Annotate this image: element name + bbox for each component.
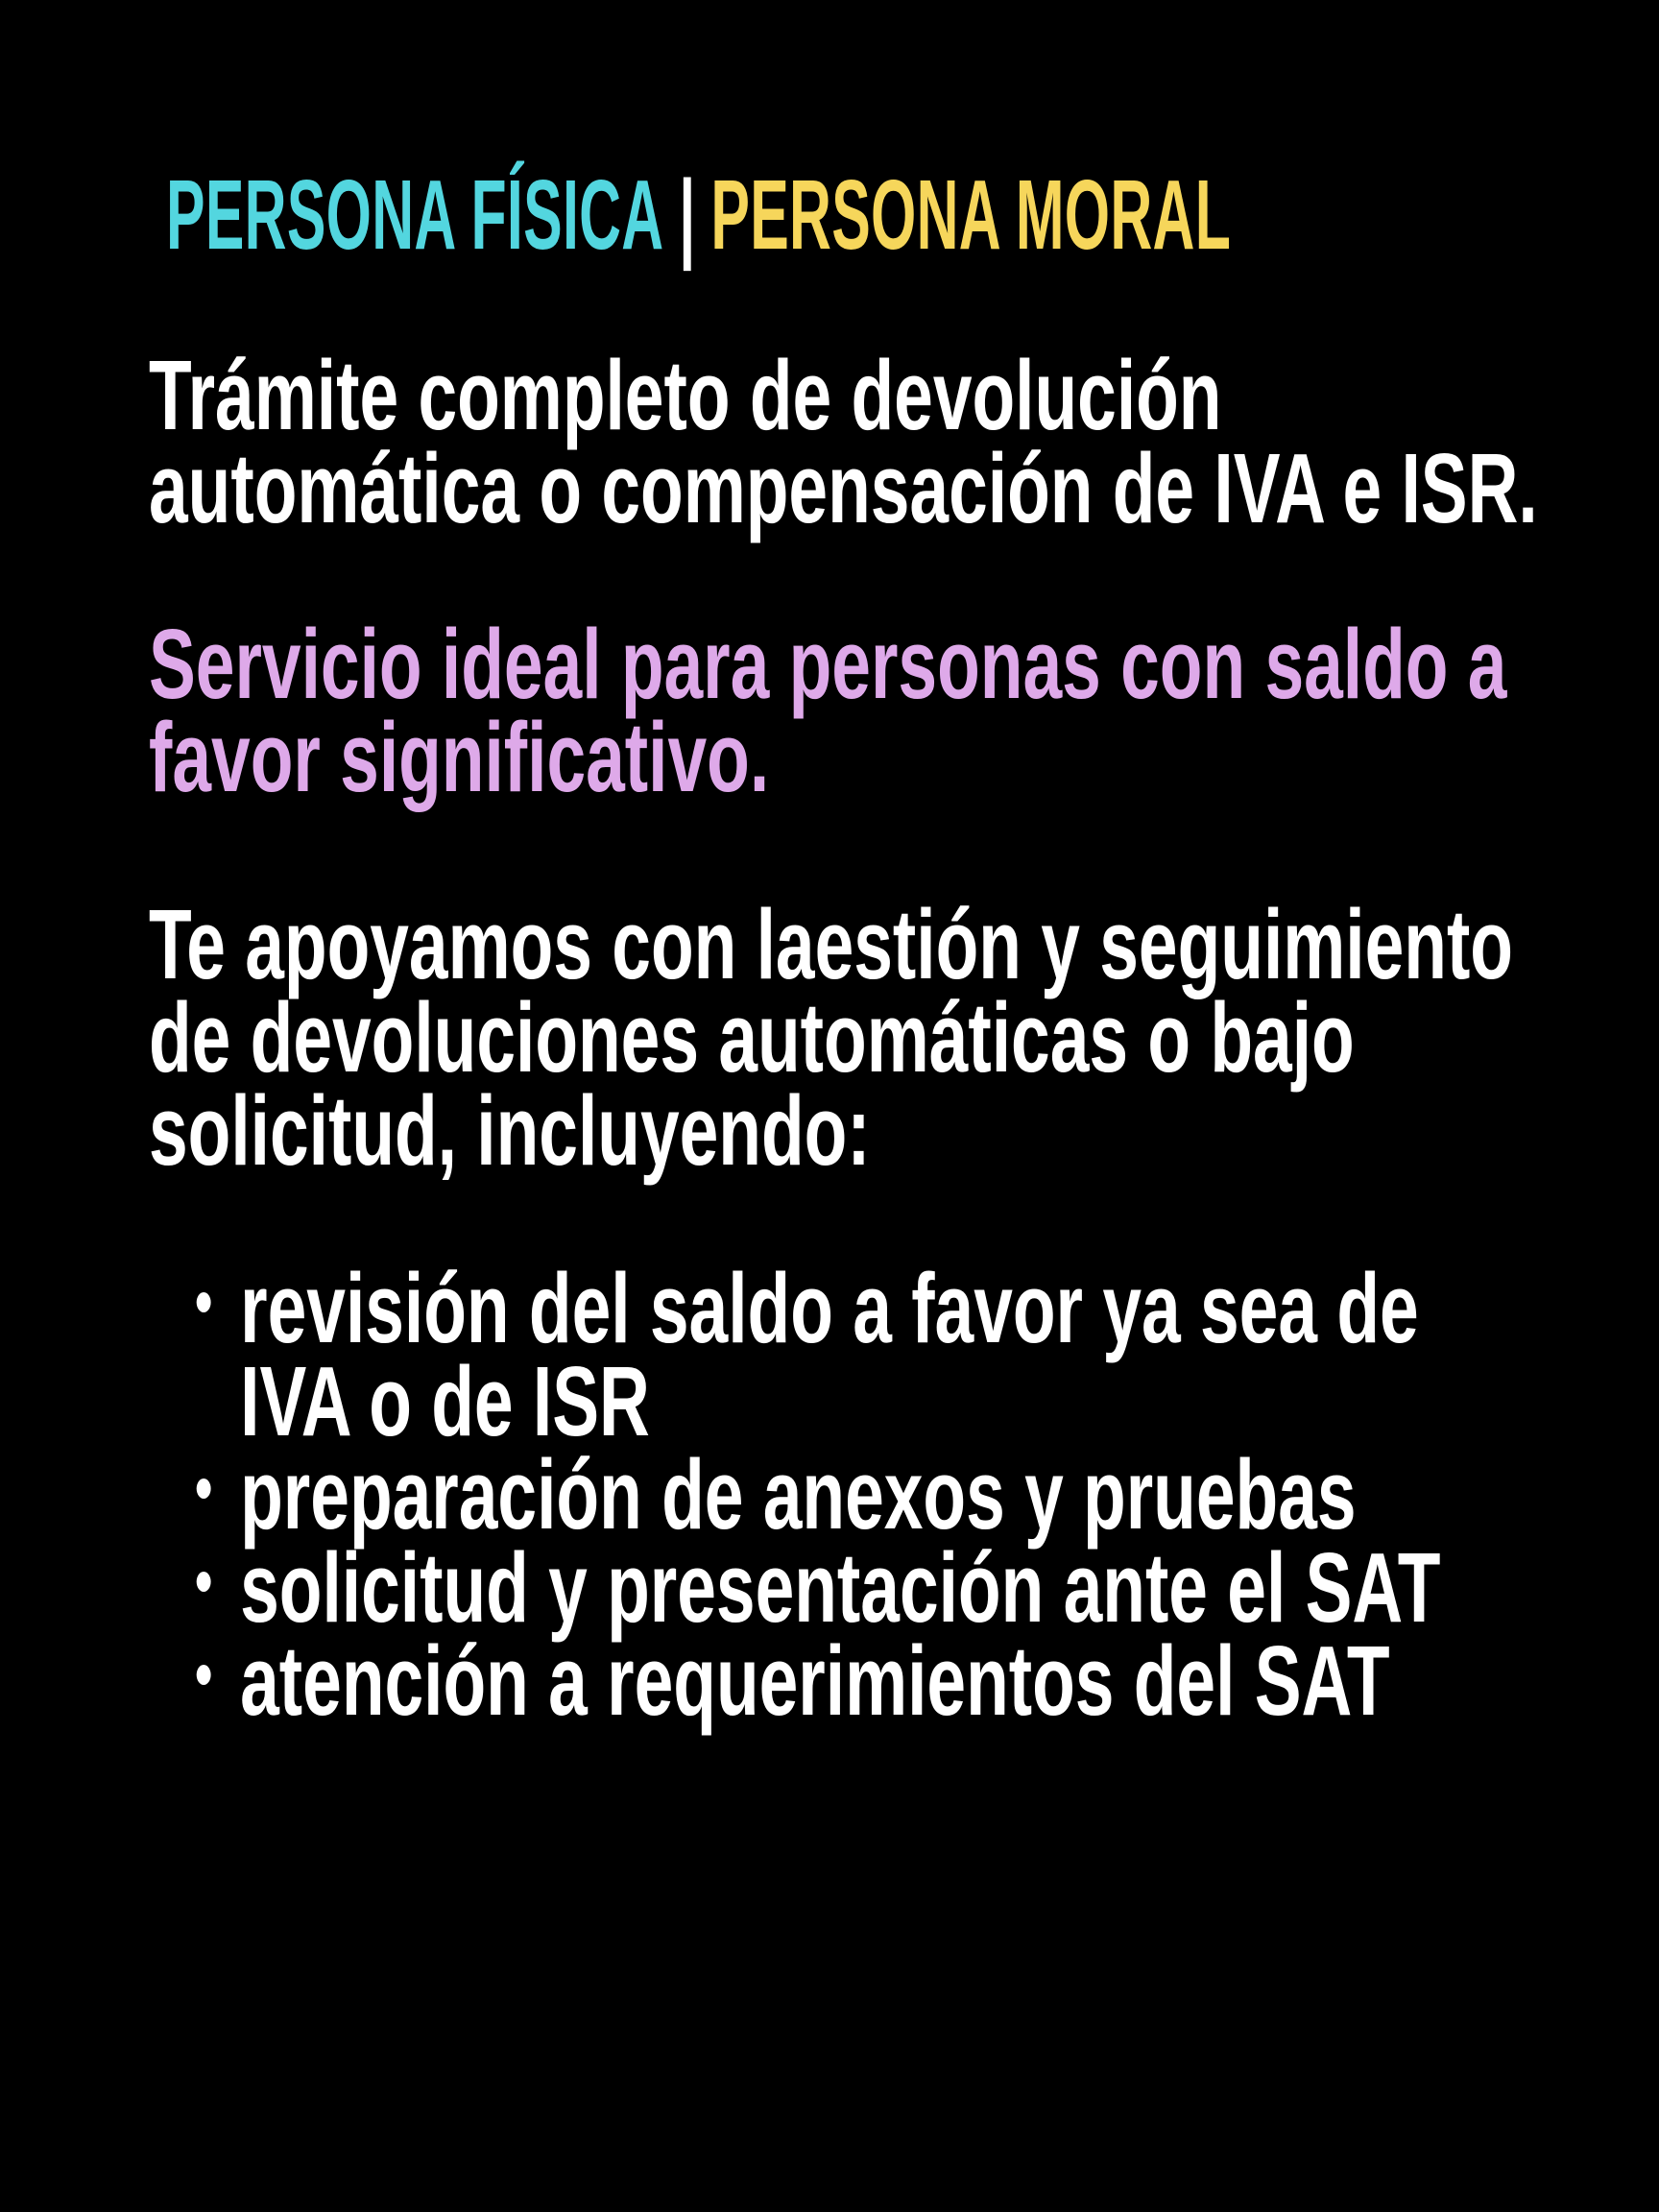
list-item-text [240, 1532, 1441, 1643]
support-paragraph [149, 889, 1513, 1186]
list-item [149, 1532, 1441, 1643]
text-line: Te apoyamos con laestión y seguimiento [149, 889, 1513, 999]
bullet-icon [197, 1665, 211, 1685]
list-item-text [240, 1625, 1390, 1736]
text-line: solicitud, incluyendo: [149, 1075, 871, 1186]
text-line: Trámite completo de devolución [149, 340, 1222, 450]
text-line: preparación de anexos y pruebas [240, 1439, 1357, 1550]
bullet-icon [197, 1479, 211, 1499]
highlight-paragraph [149, 609, 1507, 812]
text-line: revisión del saldo a favor ya sea de [240, 1253, 1419, 1363]
audience-persona-moral: PERSONA MORAL [710, 159, 1232, 270]
audience-heading [166, 159, 1232, 270]
text-line: Servicio ideal para personas con saldo a [149, 609, 1507, 719]
services-list [149, 1253, 1441, 1736]
list-item-text [240, 1439, 1357, 1550]
text-line: favor significativo. [149, 702, 770, 812]
list-item [149, 1253, 1419, 1456]
bullet-icon [197, 1572, 211, 1592]
list-item [149, 1625, 1390, 1736]
text-line: solicitud y presentación ante el SAT [240, 1532, 1441, 1643]
text-line: atención a requerimientos del SAT [240, 1625, 1390, 1736]
bullet-icon [197, 1292, 211, 1312]
list-item-text [240, 1253, 1419, 1456]
heading-separator: | [679, 159, 696, 270]
intro-paragraph [149, 340, 1538, 543]
text-line: de devoluciones automáticas o bajo [149, 982, 1355, 1093]
text-line: automática o compensación de IVA e ISR. [149, 433, 1538, 543]
list-item [149, 1439, 1357, 1550]
text-line: IVA o de ISR [240, 1346, 650, 1456]
audience-persona-fisica: PERSONA FÍSICA [166, 159, 664, 270]
